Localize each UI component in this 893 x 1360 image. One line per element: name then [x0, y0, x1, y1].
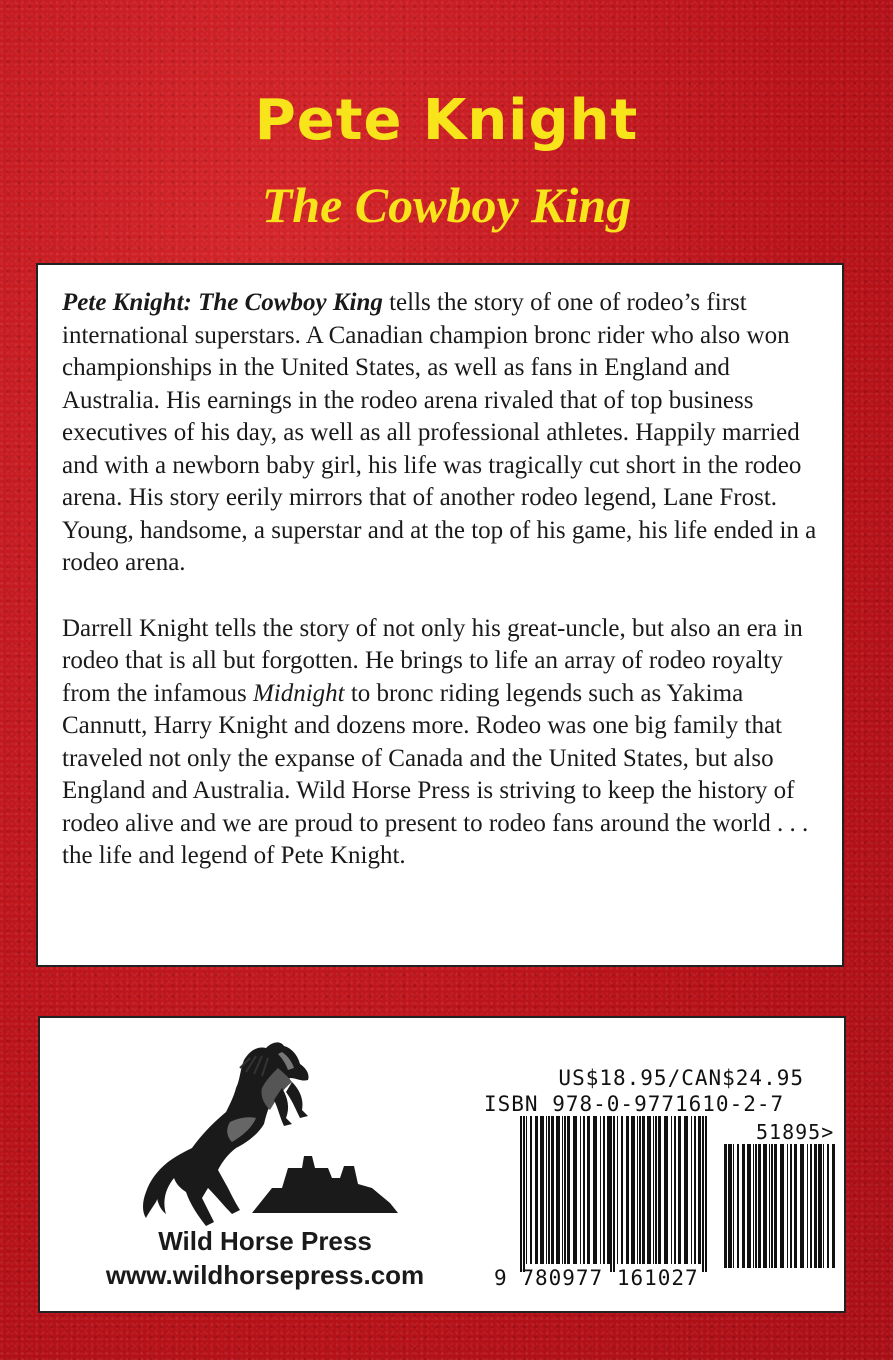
ean-first-digit: 9: [494, 1266, 508, 1290]
ean-right-group: 161027: [616, 1266, 699, 1290]
addon-digits: 51895>: [756, 1120, 835, 1144]
publisher-panel: [38, 1016, 846, 1313]
book-title: Pete Knight: [254, 88, 639, 153]
rearing-horse-logo-icon: [132, 1038, 402, 1238]
blurb-book-title: Pete Knight: The Cowboy King: [62, 289, 383, 316]
blurb-paragraph-1: [62, 287, 818, 580]
ean-left-group: 780977: [521, 1266, 604, 1290]
book-subtitle: The Cowboy King: [261, 177, 632, 233]
isbn-label: ISBN 978-0-9771610-2-7: [484, 1092, 785, 1116]
blurb-paragraph-2: [62, 613, 818, 873]
publisher-url[interactable]: www.wildhorsepress.com: [105, 1260, 425, 1290]
barcode-block: [480, 1060, 840, 1300]
publisher-name: Wild Horse Press: [158, 1226, 372, 1256]
blurb-panel: [36, 263, 844, 967]
barcode-icon: [480, 1114, 840, 1274]
blurb-paragraph-2-start: Darrell Knight tells the story of not only his great-uncle, but also an era in rodeo that is all but forgotten. He brings to life an array of rodeo royalty from the infamous: [62, 614, 803, 707]
blurb-paragraph-1-text: tells the story of one of rodeo’s first international superstars. A Canadian champion bronc rider who also won championships in the United States, as well as fans in England and Australia. His earnings in the rodeo arena rivaled that of top business executives of his day, as well as all professional athletes. Happily married and with a newborn baby girl, his life was tragically cut short in the rodeo arena. His story eerily mirrors that of another rodeo legend, Lane Frost. Young, handsome, a superstar and at the top of his game, his life ended in a rodeo arena.: [62, 289, 817, 576]
price-label: US$18.95/CAN$24.95: [558, 1066, 804, 1090]
blurb-horse-name: Midnight: [252, 679, 345, 707]
blurb-paragraph-2-end: to bronc riding legends such as Yakima Cannutt, Harry Knight and dozens more. Rodeo was one big family that traveled not only the expanse of Canada and the United States, but also England and Australia. Wild Horse Press is striving to keep the history of rodeo alive and we are proud to present to rodeo fans around the world . . . the life and legend of Pete Knight.: [62, 679, 809, 869]
ean-digits: [494, 1266, 699, 1290]
